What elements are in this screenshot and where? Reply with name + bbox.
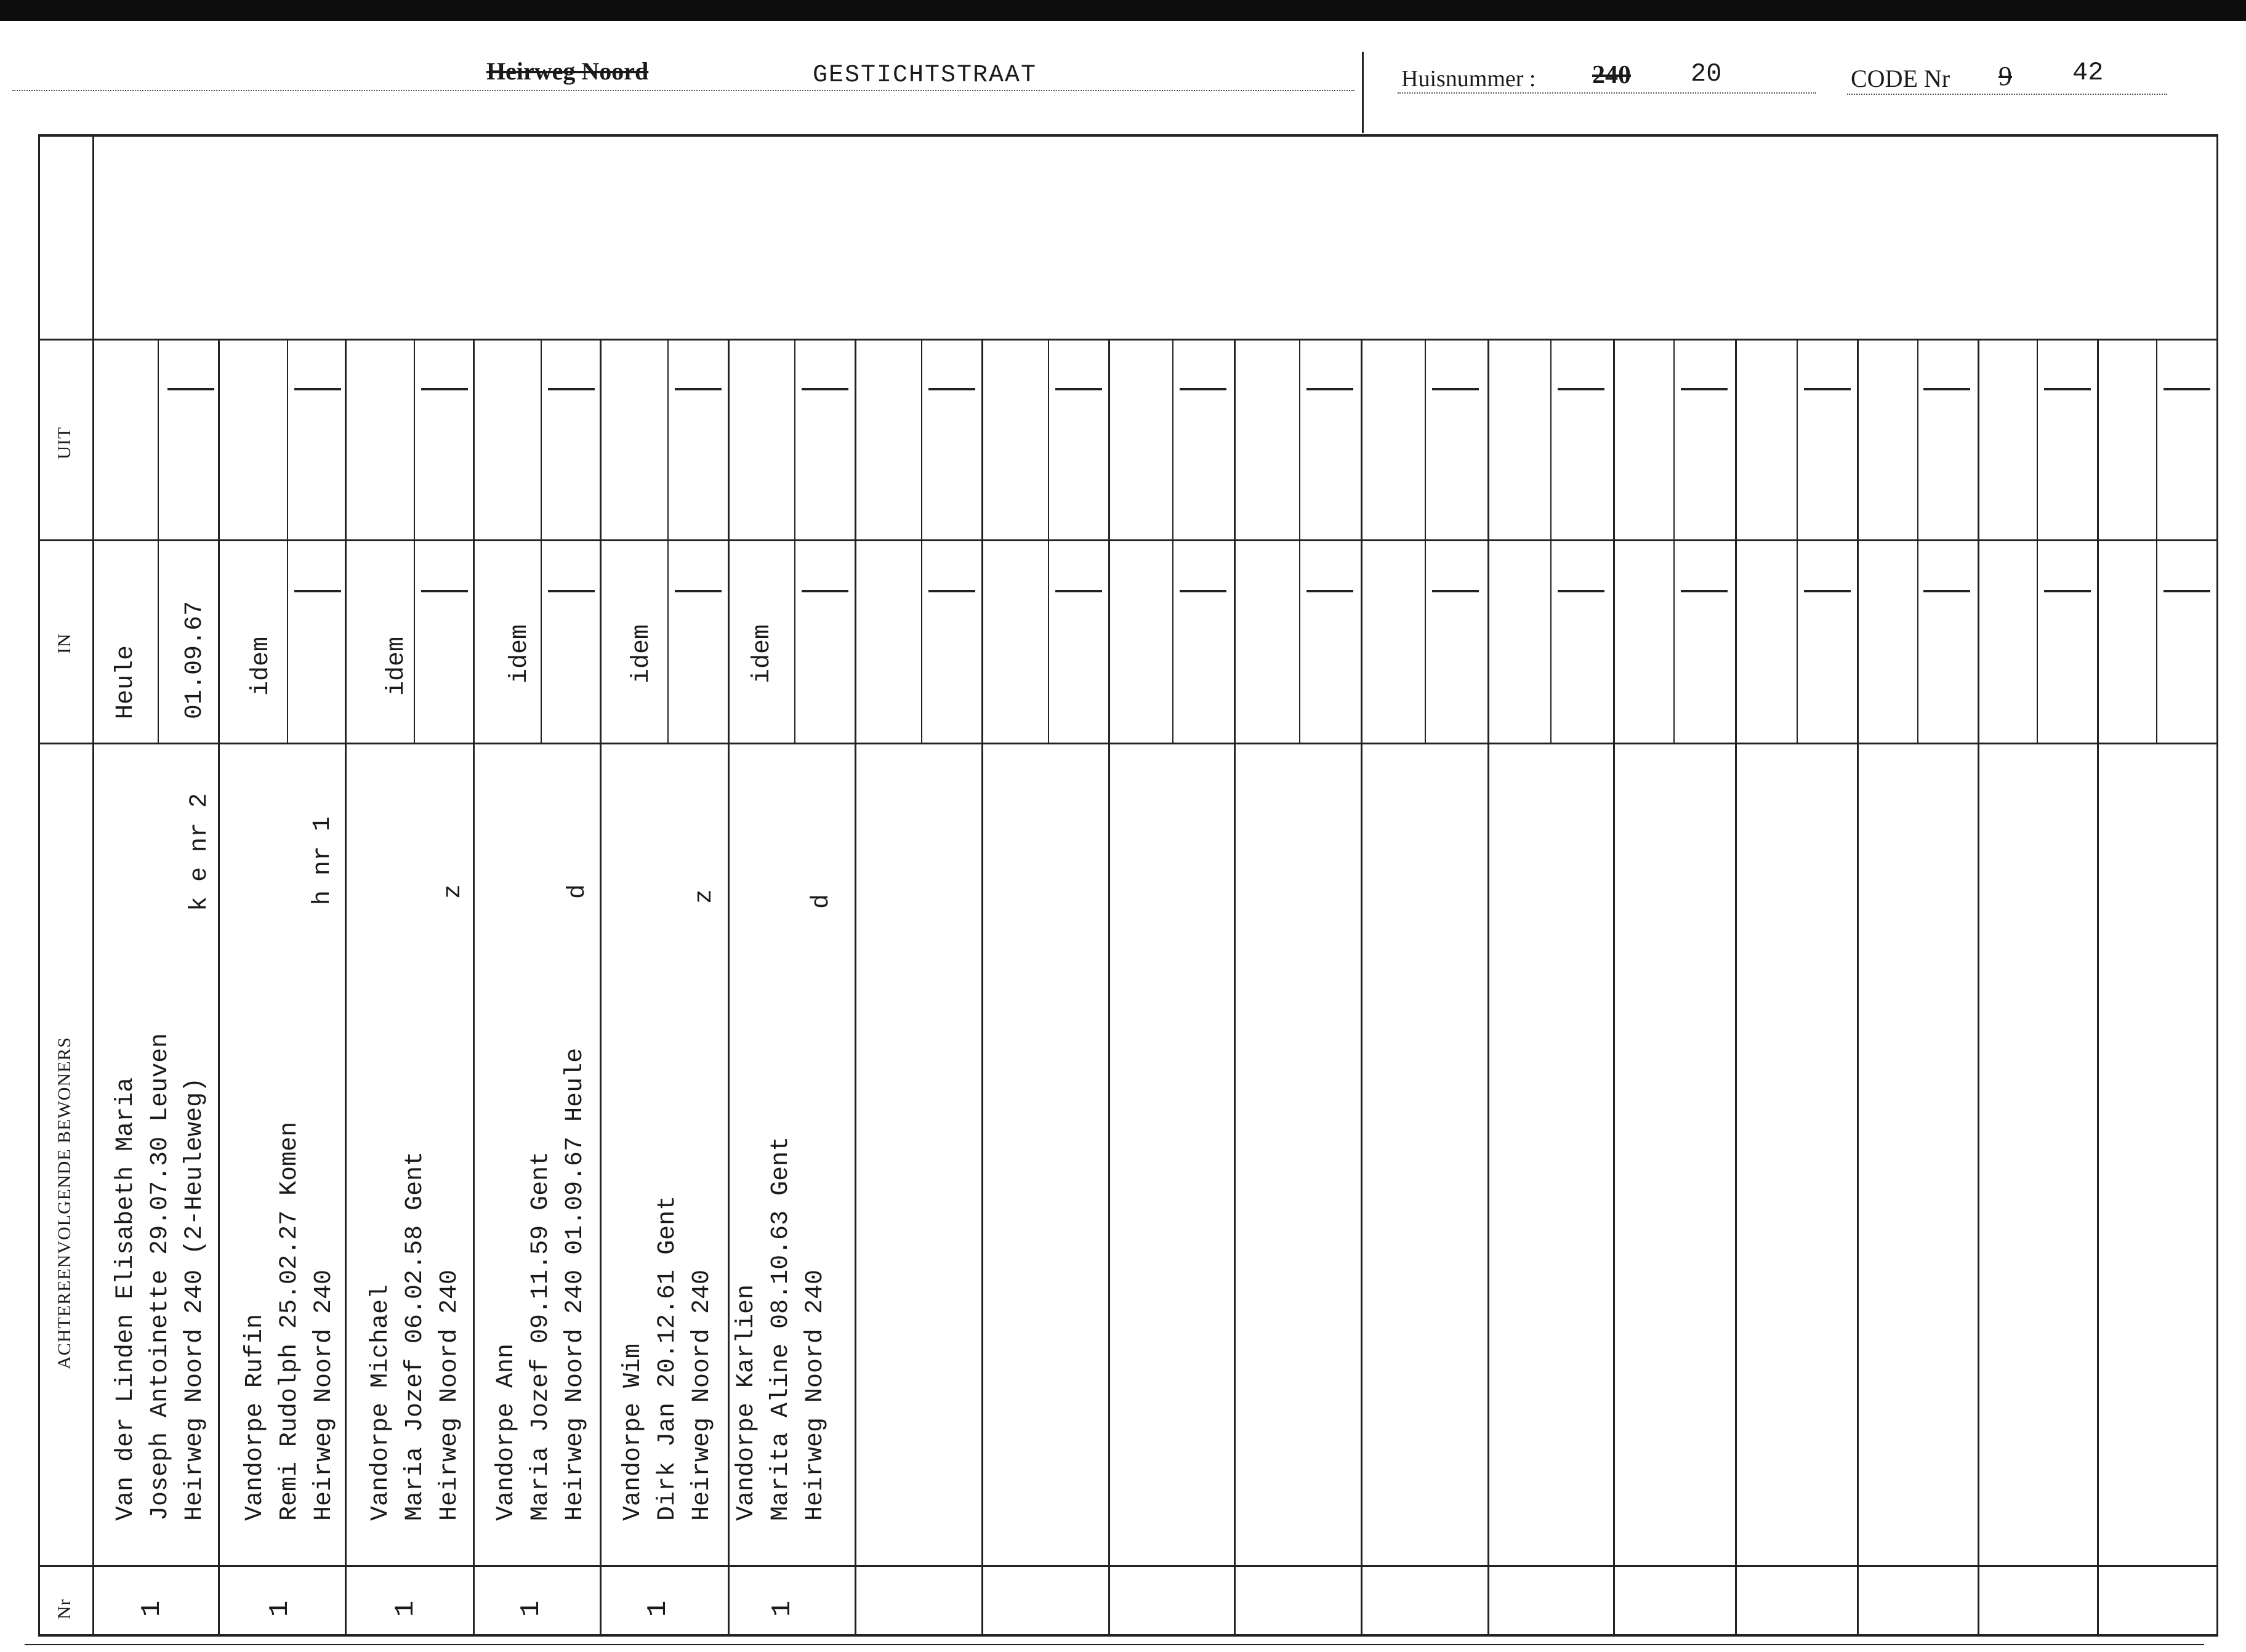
street-old-text: Heirweg Noord: [486, 57, 649, 85]
resident-1-line-3: Heirweg Noord 240 (2-Heuleweg): [181, 1077, 209, 1521]
col-divider: [855, 339, 856, 1635]
table-top-border: [38, 134, 2218, 137]
resident-4-nr: 1: [516, 1600, 547, 1617]
code-new: 42: [2072, 58, 2104, 87]
resident-6-nr: 1: [767, 1600, 798, 1617]
code-old: 9: [1998, 61, 2012, 91]
resident-3-relation: z: [440, 884, 467, 899]
dash-mark: [1055, 590, 1102, 592]
resident-5-relation: z: [691, 888, 718, 904]
sub-col-divider: [667, 339, 669, 743]
resident-1-relation: k e nr 2: [186, 792, 214, 911]
sub-col-divider: [1048, 339, 1049, 743]
table-right-border: [2216, 134, 2218, 1637]
resident-4-line-1: Vandorpe Ann: [493, 1343, 520, 1521]
sub-col-divider: [287, 339, 288, 743]
dash-mark: [2163, 388, 2210, 390]
dash-mark: [1804, 388, 1851, 390]
label-column-divider: [92, 134, 94, 1637]
dash-mark: [1055, 388, 1102, 390]
header-divider: [1362, 52, 1364, 133]
resident-5-nr: 1: [643, 1600, 674, 1617]
resident-3-line-1: Vandorpe Michael: [367, 1284, 395, 1521]
dash-mark: [1558, 388, 1604, 390]
resident-5-line-1: Vandorpe Wim: [619, 1343, 647, 1521]
street-old: [486, 57, 648, 86]
resident-3-in-place: idem: [383, 636, 411, 696]
house-label: Huisnummer :: [1401, 66, 1536, 92]
resident-2-line-1: Vandorpe Rufin: [241, 1313, 269, 1521]
dash-mark: [1432, 590, 1479, 592]
dash-mark: [1432, 388, 1479, 390]
house-new: 20: [1691, 59, 1722, 89]
table-left-border: [38, 134, 40, 1637]
resident-1-in-place: Heule: [112, 645, 140, 719]
sub-col-divider: [1425, 339, 1426, 743]
dash-mark: [548, 388, 595, 390]
dash-mark: [1923, 388, 1970, 390]
dash-mark: [2163, 590, 2210, 592]
resident-5-line-2: Dirk Jan 20.12.61 Gent: [654, 1195, 682, 1521]
in-top-line: [38, 539, 2218, 541]
resident-1-line-1: Van der Linden Elisabeth Maria: [112, 1077, 140, 1521]
label-residents: ACHTEREENVOLGENDE BEWONERS: [54, 1036, 74, 1369]
sub-col-divider: [1172, 339, 1173, 743]
code-dotted-line: [1847, 94, 2167, 95]
col-divider: [1234, 339, 1236, 1635]
col-divider: [1361, 339, 1362, 1635]
dash-mark: [1681, 590, 1728, 592]
col-divider: [1857, 339, 1859, 1635]
dash-mark: [2044, 590, 2091, 592]
sub-col-divider: [158, 339, 159, 743]
resident-4-line-3: Heirweg Noord 240 01.09.67 Heule: [562, 1047, 589, 1521]
col-divider: [1108, 339, 1110, 1635]
house-dotted-line: [1398, 92, 1816, 94]
resident-6-line-1: Vandorpe Karlien: [733, 1284, 760, 1521]
resident-2-line-3: Heirweg Noord 240: [310, 1269, 338, 1521]
sub-col-divider: [1673, 339, 1675, 743]
dash-mark: [1306, 590, 1353, 592]
dash-mark: [1180, 388, 1226, 390]
label-in: IN: [54, 633, 74, 654]
dash-mark: [928, 590, 975, 592]
sub-col-divider: [1299, 339, 1300, 743]
residents-top-line: [38, 743, 2218, 744]
resident-2-relation: h nr 1: [309, 816, 337, 905]
resident-6-line-2: Marita Aline 08.10.63 Gent: [767, 1136, 795, 1521]
dash-mark: [928, 388, 975, 390]
uit-top-line: [38, 339, 2218, 340]
dash-mark: [675, 388, 722, 390]
resident-4-line-2: Maria Jozef 09.11.59 Gent: [527, 1151, 555, 1521]
dash-mark: [675, 590, 722, 592]
dash-mark: [1681, 388, 1728, 390]
col-divider: [2097, 339, 2099, 1635]
dash-mark: [1804, 590, 1851, 592]
col-divider: [728, 339, 730, 1635]
col-divider: [345, 339, 347, 1635]
resident-4-in-place: idem: [506, 624, 534, 683]
sub-col-divider: [2037, 339, 2038, 743]
street-new: GESTICHTSTRAAT: [813, 62, 1037, 89]
dash-mark: [548, 590, 595, 592]
label-nr: Nr: [54, 1598, 74, 1619]
resident-2-in-place: idem: [248, 636, 275, 696]
dash-mark: [1558, 590, 1604, 592]
dash-mark: [802, 590, 848, 592]
resident-2-line-2: Remi Rudolph 25.02.27 Komen: [276, 1121, 304, 1521]
col-divider: [1487, 339, 1489, 1635]
resident-6-in-place: idem: [749, 624, 776, 683]
dash-mark: [802, 388, 848, 390]
bottom-rule: [25, 1644, 2204, 1645]
col-divider: [1978, 339, 1979, 1635]
col-divider: [218, 339, 220, 1635]
scan-top-border: [0, 0, 2246, 21]
resident-1-in-date: 01.09.67: [181, 600, 209, 719]
col-divider: [1735, 339, 1737, 1635]
resident-3-nr: 1: [390, 1600, 421, 1617]
sub-col-divider: [541, 339, 542, 743]
sub-col-divider: [921, 339, 922, 743]
sub-col-divider: [414, 339, 415, 743]
dash-mark: [421, 388, 468, 390]
resident-5-in-place: idem: [628, 624, 656, 683]
resident-1-nr: 1: [137, 1600, 167, 1617]
nr-top-line: [38, 1565, 2218, 1567]
sub-col-divider: [2156, 339, 2157, 743]
sub-col-divider: [1550, 339, 1552, 743]
resident-4-relation: d: [564, 884, 592, 899]
resident-5-line-3: Heirweg Noord 240: [688, 1269, 716, 1521]
dash-mark: [167, 388, 214, 390]
table-bottom-border: [38, 1634, 2218, 1637]
dash-mark: [1306, 388, 1353, 390]
resident-6-line-3: Heirweg Noord 240: [802, 1269, 829, 1521]
col-divider: [600, 339, 602, 1635]
label-uit: UIT: [54, 427, 74, 459]
sub-col-divider: [1797, 339, 1798, 743]
resident-3-line-3: Heirweg Noord 240: [436, 1269, 464, 1521]
resident-6-relation: d: [808, 893, 835, 909]
col-divider: [1613, 339, 1615, 1635]
dash-mark: [294, 388, 341, 390]
dash-mark: [294, 590, 341, 592]
sub-col-divider: [794, 339, 795, 743]
resident-3-line-2: Maria Jozef 06.02.58 Gent: [401, 1151, 429, 1521]
dash-mark: [1180, 590, 1226, 592]
code-label: CODE Nr: [1851, 65, 1950, 92]
dash-mark: [2044, 388, 2091, 390]
col-divider: [981, 339, 983, 1635]
sub-col-divider: [1917, 339, 1918, 743]
street-dotted-line: [12, 90, 1354, 91]
col-divider: [473, 339, 475, 1635]
dash-mark: [421, 590, 468, 592]
house-old: 240: [1592, 61, 1631, 89]
dash-mark: [1923, 590, 1970, 592]
resident-1-line-2: Joseph Antoinette 29.07.30 Leuven: [147, 1033, 174, 1521]
resident-2-nr: 1: [265, 1600, 296, 1617]
